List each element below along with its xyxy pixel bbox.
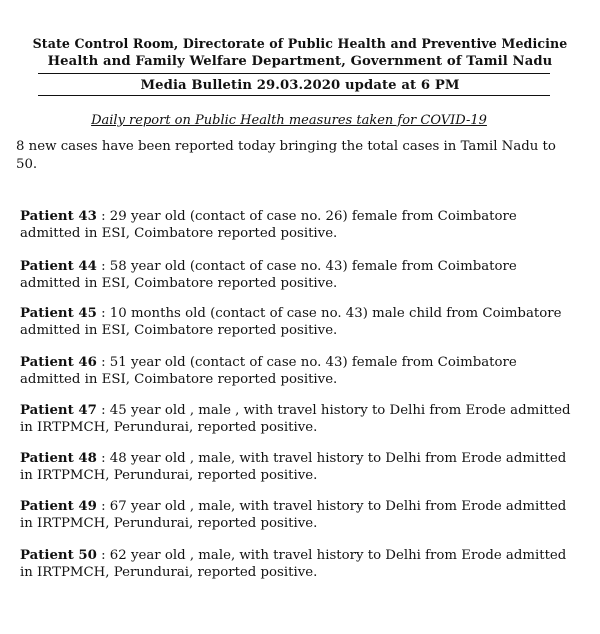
patient-id: Patient 44 — [20, 259, 97, 274]
patient-id: Patient 43 — [20, 209, 97, 224]
patient-entry — [20, 450, 580, 484]
patient-entry — [20, 305, 580, 339]
patient-entry — [20, 402, 580, 436]
patient-id: Patient 48 — [20, 451, 97, 466]
patient-details: : 58 year old (contact of case no. 43) female from Coimbatore admitted in ESI, Coimbatore reported positive. — [20, 259, 517, 291]
patient-id: Patient 49 — [20, 499, 97, 514]
report-subtitle: Daily report on Public Health measures taken for COVID-19 — [91, 113, 487, 128]
patient-id: Patient 46 — [20, 355, 97, 370]
patient-entry — [20, 547, 580, 581]
patient-id: Patient 47 — [20, 403, 97, 418]
header-directorate: State Control Room, Directorate of Public Health and Preventive Medicine — [32, 36, 568, 51]
patient-id: Patient 50 — [20, 548, 97, 563]
patient-entry — [20, 498, 580, 532]
patient-details: : 51 year old (contact of case no. 43) female from Coimbatore admitted in ESI, Coimbatore reported positive. — [20, 355, 517, 387]
patient-details: : 48 year old , male, with travel history to Delhi from Erode admitted in IRTPMCH, Perundurai, reported positive. — [20, 451, 567, 483]
header-divider-bottom — [38, 95, 550, 96]
header-divider-top — [38, 73, 550, 74]
patient-details: : 45 year old , male , with travel history to Delhi from Erode admitted in IRTPMCH, Perundurai, reported positive. — [20, 403, 571, 435]
header-bulletin-date: Media Bulletin 29.03.2020 update at 6 PM — [140, 78, 460, 93]
patient-entry — [20, 354, 580, 388]
patient-details: : 67 year old , male, with travel history to Delhi from Erode admitted in IRTPMCH, Perundurai, reported positive. — [20, 499, 567, 531]
patient-entry — [20, 258, 580, 292]
patient-details: : 29 year old (contact of case no. 26) female from Coimbatore admitted in ESI, Coimbatore reported positive. — [20, 209, 517, 241]
patient-id: Patient 45 — [20, 306, 97, 321]
patient-entry — [20, 208, 580, 242]
patient-details: : 10 months old (contact of case no. 43) male child from Coimbatore admitted in ESI, Coimbatore reported positive. — [20, 306, 562, 338]
intro-paragraph: 8 new cases have been reported today bringing the total cases in Tamil Nadu to 50. — [16, 139, 556, 172]
header-department: Health and Family Welfare Department, Government of Tamil Nadu — [47, 54, 553, 69]
patient-details: : 62 year old , male, with travel history to Delhi from Erode admitted in IRTPMCH, Perundurai, reported positive. — [20, 548, 567, 580]
